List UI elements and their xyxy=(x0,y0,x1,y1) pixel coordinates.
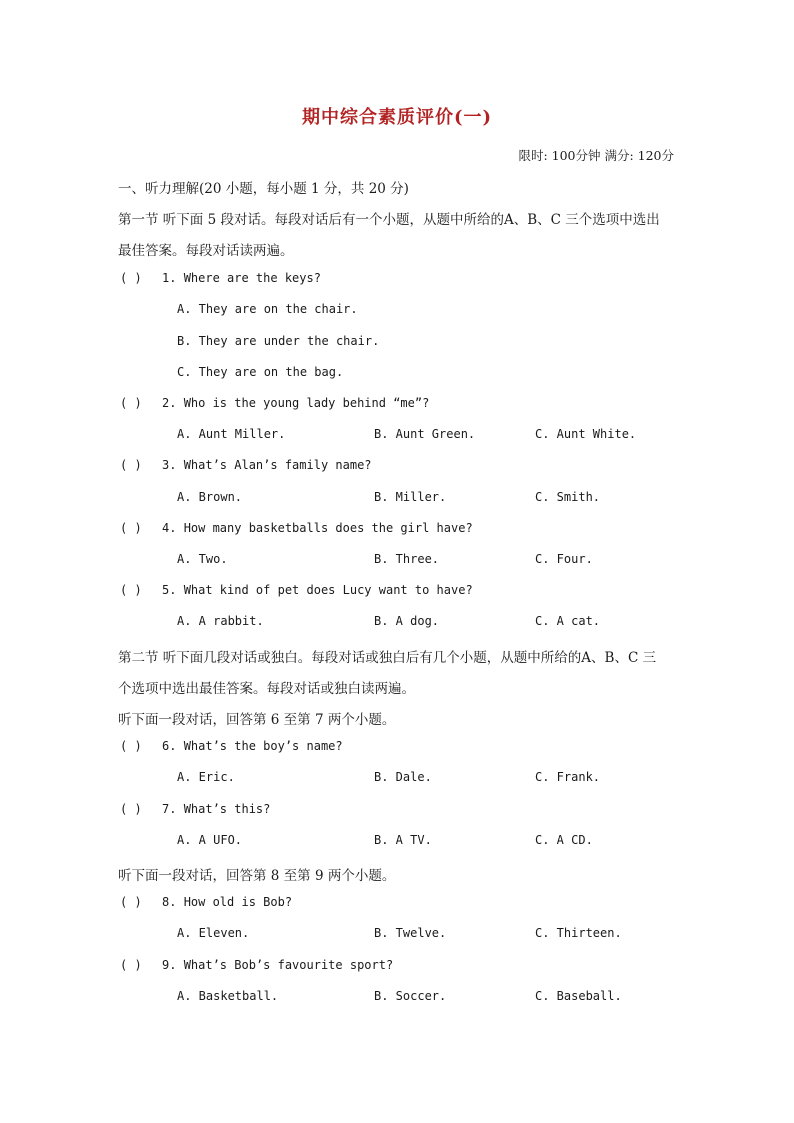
question-text: What’s Alan’s family name? xyxy=(183,458,372,472)
option-a: A. Eric. xyxy=(177,770,235,784)
option-a: A. Two. xyxy=(177,552,228,566)
option-a: A. A UFO. xyxy=(177,833,243,847)
option-a: A. They are on the chair. xyxy=(177,302,358,316)
question-number: 5. xyxy=(162,583,177,597)
answer-blank[interactable]: ( ) xyxy=(120,396,142,410)
answer-blank[interactable]: ( ) xyxy=(120,583,142,597)
option-c: C. A cat. xyxy=(535,614,601,628)
section1-instructions-line2: 最佳答案。每段对话读两遍。 xyxy=(118,243,294,259)
option-c: C. Smith. xyxy=(535,490,601,504)
question-text: How many basketballs does the girl have? xyxy=(183,521,473,535)
page-title: 期中综合素质评价(一) xyxy=(301,107,493,128)
answer-blank[interactable]: ( ) xyxy=(120,958,142,972)
option-b: B. Three. xyxy=(374,552,440,566)
option-b: B. A TV. xyxy=(374,833,432,847)
question-1 xyxy=(120,271,321,285)
option-c: C. Frank. xyxy=(535,770,601,784)
instruction-q6-q7: 听下面一段对话，回答第 6 至第 7 两个小题。 xyxy=(118,712,396,728)
question-text: Who is the young lady behind “me”? xyxy=(183,396,430,410)
question-text: What’s the boy’s name? xyxy=(183,739,343,753)
question-number: 6. xyxy=(162,739,177,753)
option-c: C. Four. xyxy=(535,552,593,566)
instruction-q8-q9: 听下面一段对话，回答第 8 至第 9 两个小题。 xyxy=(118,868,396,884)
question-6 xyxy=(120,739,343,753)
question-number: 4. xyxy=(162,521,177,535)
question-number: 9. xyxy=(162,958,177,972)
question-5 xyxy=(120,583,473,597)
question-9 xyxy=(120,958,393,972)
question-number: 8. xyxy=(162,895,177,909)
option-c: C. A CD. xyxy=(535,833,593,847)
question-text: What’s this? xyxy=(183,802,271,816)
option-a: A. Basketball. xyxy=(177,989,279,1003)
part-heading: 一、听力理解(20 小题，每小题 1 分，共 20 分) xyxy=(118,181,409,197)
answer-blank[interactable]: ( ) xyxy=(120,802,142,816)
question-3 xyxy=(120,458,372,472)
question-number: 2. xyxy=(162,396,177,410)
question-8 xyxy=(120,895,292,909)
question-number: 7. xyxy=(162,802,177,816)
question-7 xyxy=(120,802,270,816)
option-b: B. Soccer. xyxy=(374,989,447,1003)
answer-blank[interactable]: ( ) xyxy=(120,739,142,753)
option-b: B. Miller. xyxy=(374,490,447,504)
section2-instructions-line1: 第二节 听下面几段对话或独白。每段对话或独白后有几个小题，从题中所给的A、B、C 三 xyxy=(118,650,657,666)
section1-instructions-line1: 第一节 听下面 5 段对话。每段对话后有一个小题，从题中所给的A、B、C 三个选项中选出 xyxy=(118,212,660,228)
option-a: A. Aunt Miller. xyxy=(177,427,286,441)
option-b: B. They are under the chair. xyxy=(177,334,380,348)
option-b: B. Twelve. xyxy=(374,926,447,940)
question-number: 3. xyxy=(162,458,177,472)
question-4 xyxy=(120,521,473,535)
question-text: What kind of pet does Lucy want to have? xyxy=(183,583,473,597)
question-text: What’s Bob’s favourite sport? xyxy=(183,958,394,972)
option-b: B. Aunt Green. xyxy=(374,427,476,441)
question-number: 1. xyxy=(162,271,177,285)
option-a: A. Brown. xyxy=(177,490,243,504)
answer-blank[interactable]: ( ) xyxy=(120,521,142,535)
question-2 xyxy=(120,396,429,410)
question-text: Where are the keys? xyxy=(183,271,321,285)
answer-blank[interactable]: ( ) xyxy=(120,895,142,909)
option-c: C. They are on the bag. xyxy=(177,365,344,379)
option-b: B. A dog. xyxy=(374,614,440,628)
option-a: A. A rabbit. xyxy=(177,614,264,628)
option-b: B. Dale. xyxy=(374,770,432,784)
section2-instructions-line2: 个选项中选出最佳答案。每段对话或独白读两遍。 xyxy=(118,681,415,697)
answer-blank[interactable]: ( ) xyxy=(120,271,142,285)
option-c: C. Aunt White. xyxy=(535,427,637,441)
time-limit-and-score: 限时: 100分钟 满分: 120分 xyxy=(518,148,674,163)
option-c: C. Thirteen. xyxy=(535,926,622,940)
question-text: How old is Bob? xyxy=(183,895,293,909)
option-a: A. Eleven. xyxy=(177,926,250,940)
answer-blank[interactable]: ( ) xyxy=(120,458,142,472)
option-c: C. Baseball. xyxy=(535,989,622,1003)
